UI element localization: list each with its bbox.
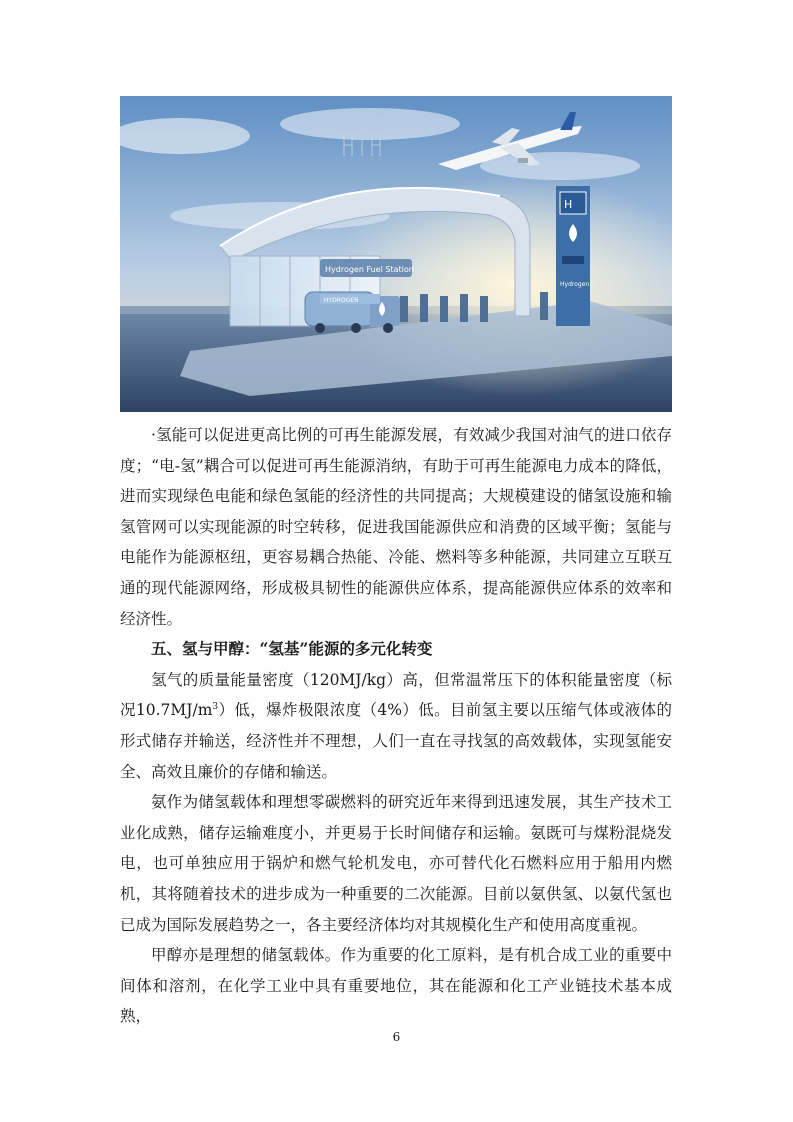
paragraph-methanol: 甲醇亦是理想的储氢载体。作为重要的化工原料，是有机合成工业的重要中间体和溶剂，在化学工业中具有重要地位，其在能源和化工产业链技术基本成熟， <box>120 946 672 1026</box>
page-number: 6 <box>392 1030 401 1044</box>
section-heading: 五、氢与甲醇：“氢基”能源的多元化转变 <box>151 639 433 659</box>
pylon-caption: Hydrogen <box>560 281 590 288</box>
paragraph-hydrogen-density-part-b: ）低，爆炸极限浓度（4%）低。目前氢主要以压缩气体或液体的形式储存并输送，经济性并不理想，人们一直在寻找氢的高效载体，实现氢能安全、高效且廉价的存储和输送。 <box>120 701 672 781</box>
paragraph-hydrogen-density <box>120 665 672 787</box>
station-sign-text: Hydrogen Fuel Station <box>325 265 414 274</box>
hydrogen-station-illustration <box>120 96 672 412</box>
hydrogen-pylon <box>556 186 590 326</box>
h2-logo-icon: H <box>564 198 573 211</box>
superscript-3: 3 <box>212 702 219 713</box>
hydrogen-truck <box>305 292 400 333</box>
paragraph-ammonia: 氨作为储氢载体和理想零碳燃料的研究近年来得到迅速发展，其生产技术工业化成熟，储存运输难度小，并更易于长时间储存和运输。氨既可与煤粉混烧发电，也可单独应用于锅炉和燃气轮机发电，亦可替代化石燃料应用于船用内燃机，其将随着技术的进步成为一种重要的二次能源。目前以氨供氢、以氨代氢也已成为国际发展趋势之一，各主要经济体均对其规模化生产和使用高度重视。 <box>120 793 672 934</box>
body-text <box>120 420 672 1032</box>
paragraph-hydrogen-density-part-a: 氢气的质量能量密度（120MJ/kg）高，但常温常压下的体积能量密度（标况10.7MJ/m <box>120 670 672 720</box>
paragraph-hydrogen-benefits: ·氢能可以促进更高比例的可再生能源发展，有效减少我国对油气的进口依存度；“电-氢”耦合可以促进可再生能源消纳，有助于可再生能源电力成本的降低，进而实现绿色电能和绿色氢能的经济性的共同提高；大规模建设的储氢设施和输氢管网可以实现能源的时空转移，促进我国能源供应和消费的区域平衡；氢能与电能作为能源枢纽，更容易耦合热能、冷能、燃料等多种能源，共同建立互联互通的现代能源网络，形成极具韧性的能源供应体系，提高能源供应体系的效率和经济性。 <box>120 426 672 628</box>
truck-label: HYDROGEN <box>324 297 359 304</box>
